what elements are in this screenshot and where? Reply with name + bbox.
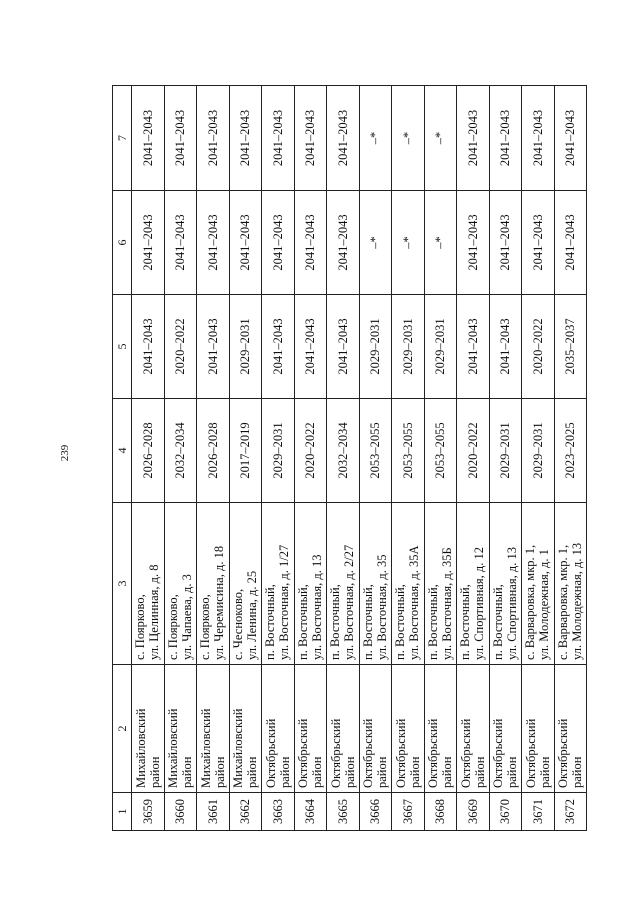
period-cell-5	[359, 295, 392, 399]
row-number-cell	[294, 793, 327, 831]
period-cell-7	[164, 86, 197, 191]
address-cell	[164, 503, 197, 665]
period-cell-5	[392, 295, 425, 399]
period-cell-4	[489, 399, 522, 503]
header-row	[113, 86, 132, 831]
table-row	[327, 86, 360, 831]
period-value: 2041–2043	[530, 109, 545, 167]
period-value: 2017–2019	[238, 422, 253, 479]
period-cell-6	[554, 191, 587, 295]
period-value: 2041–2043	[238, 109, 253, 167]
period-value: 2041–2043	[205, 318, 220, 375]
row-number: 3671	[530, 799, 545, 824]
period-cell-4	[554, 399, 587, 503]
period-cell-7	[522, 86, 555, 191]
address-cell	[327, 503, 360, 665]
period-value: 2032–2034	[335, 422, 350, 479]
table-row	[164, 86, 197, 831]
address-cell	[424, 503, 457, 665]
address-line: п. Восточный,	[295, 584, 310, 660]
district-line: Михайловский	[231, 708, 246, 788]
table-row	[489, 86, 522, 831]
period-value: 2041–2043	[173, 214, 188, 271]
period-value: 2020–2022	[303, 422, 318, 479]
period-value: –*	[400, 236, 415, 249]
address-line: п. Восточный,	[263, 584, 277, 660]
address-line: ул. Восточная, д. 35А	[407, 545, 421, 660]
period-cell-7	[262, 86, 295, 191]
district-cell	[229, 665, 262, 793]
district-line: район	[570, 756, 585, 788]
row-number-cell	[424, 793, 457, 831]
district-cell	[262, 665, 295, 793]
period-value: 2020–2022	[465, 422, 480, 479]
schedule-table	[112, 85, 587, 831]
row-number: 3668	[433, 799, 448, 824]
row-number-cell	[262, 793, 295, 831]
row-number: 3660	[173, 799, 188, 824]
district-cell	[132, 665, 165, 793]
period-cell-5	[294, 295, 327, 399]
address-line: ул. Ленина, д. 25	[244, 570, 259, 660]
period-value: 2041–2043	[530, 214, 545, 271]
district-line: Октябрьский	[393, 718, 408, 788]
row-number-cell	[327, 793, 360, 831]
table-row	[132, 86, 165, 831]
row-number: 3670	[498, 799, 513, 824]
period-cell-4	[424, 399, 457, 503]
column-header: 5	[113, 295, 132, 399]
period-value: 2041–2043	[140, 318, 155, 375]
district-line: Октябрьский	[491, 718, 506, 788]
district-line: район	[212, 756, 227, 788]
address-cell	[554, 503, 587, 665]
period-value: 2053–2055	[400, 422, 415, 479]
address-cell	[132, 503, 165, 665]
table-row	[457, 86, 490, 831]
period-cell-4	[197, 399, 230, 503]
table-row	[229, 86, 262, 831]
period-value: 2029–2031	[238, 318, 253, 375]
period-cell-5	[489, 295, 522, 399]
address-line: с. Варваровка, мкр. 1,	[523, 544, 537, 660]
period-value: 2029–2031	[400, 318, 415, 375]
district-line: район	[277, 756, 292, 788]
address-line: п. Восточный,	[425, 584, 440, 660]
district-cell	[554, 665, 587, 793]
period-cell-7	[327, 86, 360, 191]
address-cell	[392, 503, 425, 665]
district-cell	[489, 665, 522, 793]
period-value: 2029–2031	[270, 422, 285, 479]
period-cell-7	[197, 86, 230, 191]
address-line: ул. Целинная, д. 8	[147, 564, 161, 660]
district-cell	[457, 665, 490, 793]
row-number: 3662	[238, 799, 253, 824]
table-row	[424, 86, 457, 831]
district-cell	[424, 665, 457, 793]
period-cell-4	[457, 399, 490, 503]
district-line: Михайловский	[166, 708, 181, 788]
period-cell-4	[229, 399, 262, 503]
period-value: 2023–2025	[563, 422, 578, 479]
period-value: 2032–2034	[173, 422, 188, 479]
period-cell-4	[262, 399, 295, 503]
row-number-cell	[197, 793, 230, 831]
row-number-cell	[522, 793, 555, 831]
district-cell	[327, 665, 360, 793]
district-line: район	[310, 756, 325, 788]
address-line: ул. Спортивная, д. 13	[504, 547, 519, 660]
period-value: 2053–2055	[433, 422, 448, 479]
address-line: п. Восточный,	[328, 584, 342, 660]
period-value: –*	[400, 131, 415, 145]
period-cell-6	[327, 191, 360, 295]
period-value: 2020–2022	[173, 318, 188, 375]
row-number-cell	[392, 793, 425, 831]
period-value: 2041–2043	[498, 318, 513, 375]
period-value: 2041–2043	[465, 109, 480, 167]
period-value: 2041–2043	[303, 318, 318, 375]
period-value: 2041–2043	[498, 214, 513, 271]
period-value: 2026–2028	[140, 422, 155, 479]
period-cell-6	[294, 191, 327, 295]
row-number-cell	[164, 793, 197, 831]
district-line: Октябрьский	[556, 718, 571, 788]
period-cell-5	[197, 295, 230, 399]
table-row	[359, 86, 392, 831]
district-cell	[294, 665, 327, 793]
period-value: 2029–2031	[368, 318, 383, 375]
district-cell	[197, 665, 230, 793]
period-cell-7	[229, 86, 262, 191]
row-number: 3661	[205, 799, 220, 824]
table-body	[132, 86, 587, 831]
period-value: 2041–2043	[140, 109, 155, 167]
district-line: район	[375, 756, 390, 788]
district-line: Октябрьский	[523, 718, 538, 788]
district-line: район	[342, 756, 357, 788]
row-number: 3667	[400, 799, 415, 824]
address-line: с. Поярково,	[165, 594, 180, 660]
period-cell-6	[522, 191, 555, 295]
period-value: 2041–2043	[335, 318, 350, 375]
period-value: 2041–2043	[205, 214, 220, 271]
period-value: –*	[368, 236, 383, 249]
period-cell-4	[392, 399, 425, 503]
period-value: 2041–2043	[498, 109, 513, 167]
district-cell	[392, 665, 425, 793]
address-line: ул. Восточная, д. 35	[374, 554, 389, 660]
column-header: 4	[113, 399, 132, 503]
district-cell	[522, 665, 555, 793]
address-line: с. Поярково,	[133, 594, 147, 660]
column-header: 2	[113, 665, 132, 793]
address-line: ул. Восточная, д. 35Б	[439, 547, 454, 660]
period-cell-7	[457, 86, 490, 191]
period-value: 2041–2043	[563, 109, 578, 167]
period-cell-6	[262, 191, 295, 295]
period-cell-6	[392, 191, 425, 295]
period-cell-5	[262, 295, 295, 399]
period-cell-7	[554, 86, 587, 191]
period-value: 2041–2043	[335, 109, 350, 167]
period-cell-5	[132, 295, 165, 399]
address-cell	[262, 503, 295, 665]
district-line: район	[407, 756, 422, 788]
address-line: п. Восточный,	[490, 584, 505, 660]
row-number: 3659	[140, 799, 155, 824]
period-cell-5	[327, 295, 360, 399]
address-line: ул. Чапаева, д. 3	[179, 574, 194, 660]
district-cell	[164, 665, 197, 793]
column-header: 7	[113, 86, 132, 191]
period-cell-5	[164, 295, 197, 399]
period-cell-4	[132, 399, 165, 503]
period-cell-4	[359, 399, 392, 503]
period-cell-5	[522, 295, 555, 399]
address-cell	[489, 503, 522, 665]
page-number: 239	[59, 444, 71, 462]
district-line: район	[180, 756, 195, 788]
period-value: 2041–2043	[303, 109, 318, 167]
period-cell-6	[424, 191, 457, 295]
period-cell-4	[164, 399, 197, 503]
address-line: с. Варваровка, мкр. 1,	[555, 544, 570, 660]
district-line: район	[537, 756, 552, 788]
address-line: ул. Спортивная, д. 12	[472, 547, 486, 660]
table-row	[197, 86, 230, 831]
period-cell-5	[554, 295, 587, 399]
period-value: 2041–2043	[238, 214, 253, 271]
address-line: ул. Восточная, д. 13	[309, 554, 324, 660]
period-cell-7	[392, 86, 425, 191]
district-line: Октябрьский	[263, 718, 278, 788]
row-number-cell	[489, 793, 522, 831]
table-row	[294, 86, 327, 831]
period-cell-6	[197, 191, 230, 295]
address-cell	[522, 503, 555, 665]
period-cell-4	[327, 399, 360, 503]
table-row	[554, 86, 587, 831]
period-cell-5	[229, 295, 262, 399]
row-number: 3666	[368, 799, 383, 824]
row-number-cell	[554, 793, 587, 831]
table-row	[522, 86, 555, 831]
period-value: 2041–2043	[465, 214, 480, 271]
period-cell-6	[229, 191, 262, 295]
period-value: 2041–2043	[173, 109, 188, 167]
period-value: 2029–2031	[433, 318, 448, 375]
district-line: район	[147, 756, 162, 788]
table-container	[112, 86, 587, 831]
period-value: –*	[368, 131, 383, 145]
column-header: 6	[113, 191, 132, 295]
period-cell-7	[294, 86, 327, 191]
district-cell	[359, 665, 392, 793]
period-value: 2041–2043	[205, 109, 220, 167]
row-number-cell	[359, 793, 392, 831]
rotated-table-frame	[112, 86, 587, 831]
period-cell-7	[489, 86, 522, 191]
district-line: Октябрьский	[458, 718, 473, 788]
address-line: с. Чесноково,	[230, 588, 245, 660]
period-value: 2041–2043	[563, 214, 578, 271]
district-line: Октябрьский	[361, 718, 376, 788]
district-line: Октябрьский	[296, 718, 311, 788]
district-line: Михайловский	[133, 708, 148, 788]
address-line: с. Поярково,	[198, 594, 212, 660]
period-value: 2026–2028	[205, 422, 220, 479]
period-cell-6	[489, 191, 522, 295]
period-value: 2041–2043	[465, 318, 480, 375]
period-cell-6	[132, 191, 165, 295]
period-value: 2041–2043	[303, 214, 318, 271]
row-number: 3664	[303, 799, 318, 824]
address-line: п. Восточный,	[393, 584, 407, 660]
row-number: 3669	[465, 799, 480, 824]
address-cell	[457, 503, 490, 665]
period-value: 2041–2043	[270, 109, 285, 167]
period-value: 2053–2055	[368, 422, 383, 479]
address-cell	[229, 503, 262, 665]
district-line: район	[472, 756, 487, 788]
address-line: ул. Восточная, д. 1/27	[277, 544, 291, 660]
period-cell-7	[424, 86, 457, 191]
period-cell-6	[164, 191, 197, 295]
period-cell-5	[457, 295, 490, 399]
address-line: ул. Молодежная, д. 13	[569, 542, 584, 660]
period-value: 2041–2043	[335, 214, 350, 271]
period-value: 2029–2031	[530, 422, 545, 479]
row-number-cell	[229, 793, 262, 831]
row-number: 3672	[563, 799, 578, 824]
period-cell-4	[522, 399, 555, 503]
period-value: 2041–2043	[270, 318, 285, 375]
period-value: 2041–2043	[140, 214, 155, 271]
address-cell	[294, 503, 327, 665]
district-line: район	[440, 756, 455, 788]
table-row	[392, 86, 425, 831]
address-cell	[197, 503, 230, 665]
period-value: 2020–2022	[530, 318, 545, 375]
column-header: 3	[113, 503, 132, 665]
district-line: район	[245, 756, 260, 788]
period-cell-4	[294, 399, 327, 503]
period-value: –*	[433, 236, 448, 249]
row-number: 3665	[335, 799, 350, 824]
address-line: ул. Молодежная, д. 1	[537, 549, 551, 660]
row-number-cell	[457, 793, 490, 831]
period-cell-7	[132, 86, 165, 191]
period-cell-7	[359, 86, 392, 191]
row-number-cell	[132, 793, 165, 831]
period-value: 2035–2037	[563, 318, 578, 375]
address-line: ул. Черемисина, д. 18	[212, 545, 226, 660]
table-row	[262, 86, 295, 831]
district-line: Октябрьский	[426, 718, 441, 788]
period-cell-6	[457, 191, 490, 295]
period-value: 2041–2043	[270, 214, 285, 271]
district-line: Михайловский	[198, 708, 213, 788]
row-number: 3663	[270, 799, 285, 824]
period-cell-6	[359, 191, 392, 295]
address-line: п. Восточный,	[360, 584, 375, 660]
address-cell	[359, 503, 392, 665]
district-line: Октябрьский	[328, 718, 343, 788]
period-cell-5	[424, 295, 457, 399]
period-value: –*	[433, 131, 448, 145]
address-line: п. Восточный,	[458, 584, 472, 660]
district-line: район	[505, 756, 520, 788]
address-line: ул. Восточная, д. 2/27	[342, 544, 356, 660]
column-header: 1	[113, 793, 132, 831]
period-value: 2029–2031	[498, 422, 513, 479]
